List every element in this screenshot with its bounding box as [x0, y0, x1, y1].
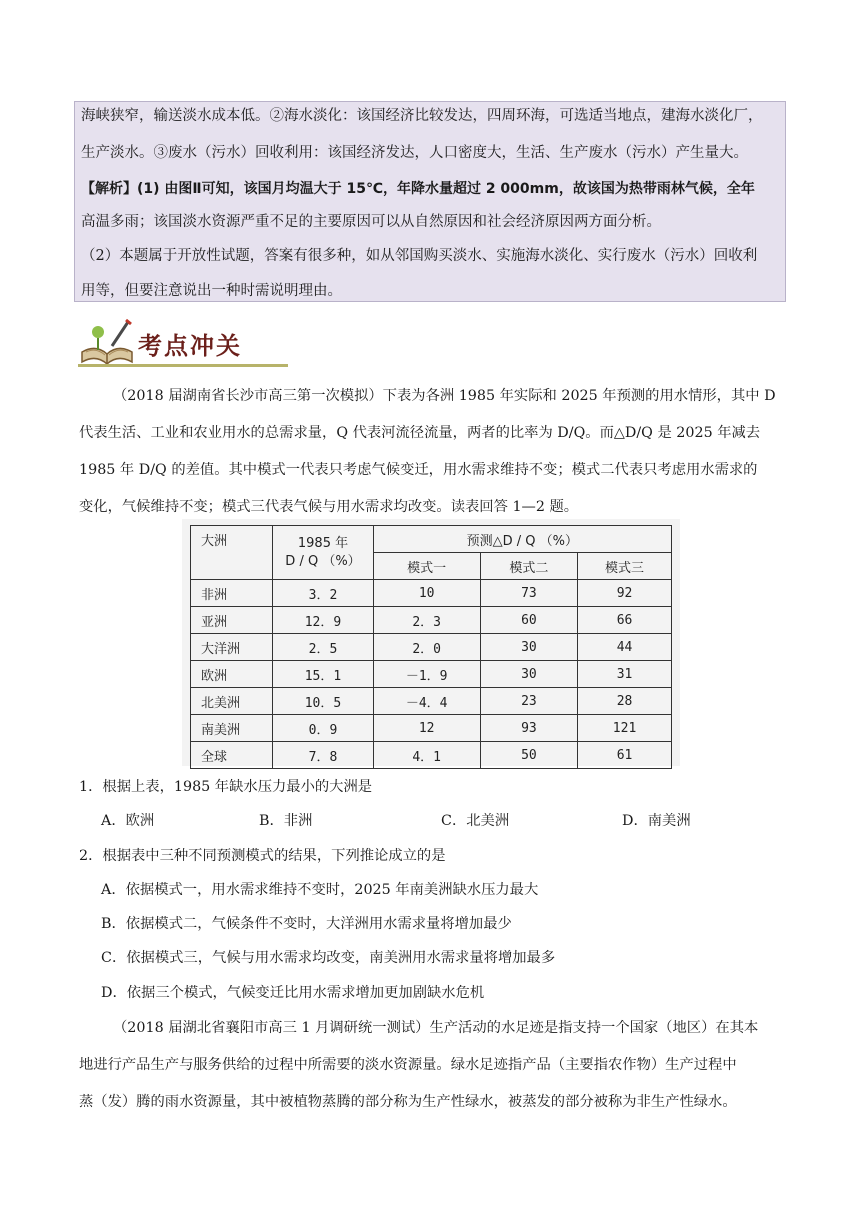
- intro2-line: 地进行产品生产与服务供给的过程中所需要的淡水资源量。绿水足迹指产品（主要指农作物）生产过程中: [79, 1057, 737, 1073]
- row-1985: 2．5: [273, 634, 373, 661]
- header-mode1: 模式一: [373, 553, 480, 580]
- row-mode3: 31: [578, 661, 672, 688]
- row-1985: 10．5: [273, 688, 373, 715]
- table-row: [191, 715, 672, 742]
- intro2-line: （2018 届湖北省襄阳市高三 1 月调研统一测试）生产活动的水足迹是指支持一个国家（地区）在其本: [113, 1020, 759, 1036]
- row-mode2: 73: [480, 580, 577, 607]
- row-mode1: 4．1: [373, 742, 480, 769]
- table-row: [191, 661, 672, 688]
- q1-option-a: A．欧洲: [101, 813, 155, 829]
- row-mode2: 30: [480, 661, 577, 688]
- table-row: [191, 742, 672, 769]
- water-demand-table: [190, 525, 672, 769]
- q2-option-c: C．依据模式三，气候与用水需求均改变，南美洲用水需求量将增加最多: [101, 950, 556, 966]
- q1-option-c: C．北美洲: [441, 813, 510, 829]
- section-underline: [78, 364, 288, 367]
- row-continent: 非洲: [191, 580, 273, 607]
- row-continent: 全球: [191, 742, 273, 769]
- row-1985: 15．1: [273, 661, 373, 688]
- answer-analysis-box: [74, 101, 786, 302]
- question-1-stem: 1．根据上表，1985 年缺水压力最小的大洲是: [79, 779, 373, 795]
- row-1985: 0．9: [273, 715, 373, 742]
- header-forecast: 预测△D / Q （%）: [373, 526, 671, 553]
- header-continent: 大洲: [191, 526, 273, 580]
- header-mode2: 模式二: [480, 553, 577, 580]
- book-pen-icon: [78, 316, 136, 368]
- q2-option-d: D．依据三个模式，气候变迁比用水需求增加更加剧缺水危机: [101, 985, 485, 1001]
- intro-line: 1985 年 D/Q 的差值。其中模式一代表只考虑气候变迁，用水需求维持不变；模式二代表只考虑用水需求的: [79, 462, 758, 478]
- row-mode1: 10: [373, 580, 480, 607]
- answer-line: 生产淡水。③废水（污水）回收利用：该国经济发达，人口密度大，生活、生产废水（污水）产生量大。: [81, 145, 748, 161]
- analysis-line: 高温多雨；该国淡水资源严重不足的主要原因可以从自然原因和社会经济原因两方面分析。: [81, 214, 661, 230]
- analysis-line: 用等，但要注意说出一种时需说明理由。: [81, 283, 342, 299]
- question-2-stem: 2．根据表中三种不同预测模式的结果，下列推论成立的是: [79, 848, 446, 864]
- header-1985-unit: D / Q （%）: [285, 553, 361, 569]
- row-1985: 7．8: [273, 742, 373, 769]
- section-title: 考点冲关: [138, 332, 242, 360]
- row-mode2: 30: [480, 634, 577, 661]
- water-demand-table-image: [182, 519, 680, 766]
- row-mode2: 60: [480, 607, 577, 634]
- row-mode3: 66: [578, 607, 672, 634]
- analysis-line: 【解析】(1) 由图Ⅱ可知，该国月均温大于 15℃，年降水量超过 2 000mm，故该国为热带雨林气候，全年: [81, 181, 755, 197]
- row-continent: 大洋洲: [191, 634, 273, 661]
- intro-line: 代表生活、工业和农业用水的总需求量，Q 代表河流径流量，两者的比率为 D/Q。而△D/Q 是 2025 年减去: [79, 425, 761, 441]
- row-mode2: 93: [480, 715, 577, 742]
- table-row: [191, 634, 672, 661]
- row-mode1: －4．4: [373, 688, 480, 715]
- row-1985: 12．9: [273, 607, 373, 634]
- row-mode2: 50: [480, 742, 577, 769]
- analysis-line: （2）本题属于开放性试题，答案有很多种，如从邻国购买淡水、实施海水淡化、实行废水（污水）回收利: [81, 248, 758, 264]
- row-mode3: 61: [578, 742, 672, 769]
- q1-option-b: B．非洲: [259, 813, 313, 829]
- row-mode3: 28: [578, 688, 672, 715]
- table-row: [191, 688, 672, 715]
- row-continent: 南美洲: [191, 715, 273, 742]
- header-mode3: 模式三: [578, 553, 672, 580]
- row-mode2: 23: [480, 688, 577, 715]
- header-1985-year: 1985 年: [297, 535, 349, 551]
- table-row: [191, 580, 672, 607]
- row-mode1: －1．9: [373, 661, 480, 688]
- intro-line: 变化，气候维持不变；模式三代表气候与用水需求均改变。读表回答 1—2 题。: [79, 499, 579, 515]
- intro-line: （2018 届湖南省长沙市高三第一次模拟）下表为各洲 1985 年实际和 2025 年预测的用水情形，其中 D: [113, 388, 776, 404]
- row-continent: 欧洲: [191, 661, 273, 688]
- row-mode1: 12: [373, 715, 480, 742]
- row-mode1: 2．0: [373, 634, 480, 661]
- section-header: [78, 316, 288, 372]
- row-mode3: 92: [578, 580, 672, 607]
- answer-line: 海峡狭窄，输送淡水成本低。②海水淡化：该国经济比较发达，四周环海，可选适当地点，建海水淡化厂，: [81, 108, 763, 124]
- row-continent: 北美洲: [191, 688, 273, 715]
- row-mode1: 2．3: [373, 607, 480, 634]
- table-row: [191, 607, 672, 634]
- q2-option-a: A．依据模式一，用水需求维持不变时，2025 年南美洲缺水压力最大: [101, 882, 539, 898]
- header-1985: [273, 526, 373, 580]
- row-mode3: 44: [578, 634, 672, 661]
- q2-option-b: B．依据模式二，气候条件不变时，大洋洲用水需求量将增加最少: [101, 916, 512, 932]
- row-mode3: 121: [578, 715, 672, 742]
- row-1985: 3．2: [273, 580, 373, 607]
- q1-option-d: D．南美洲: [622, 813, 691, 829]
- row-continent: 亚洲: [191, 607, 273, 634]
- intro2-line: 蒸（发）腾的雨水资源量，其中被植物蒸腾的部分称为生产性绿水，被蒸发的部分被称为非生产性绿水。: [79, 1094, 737, 1110]
